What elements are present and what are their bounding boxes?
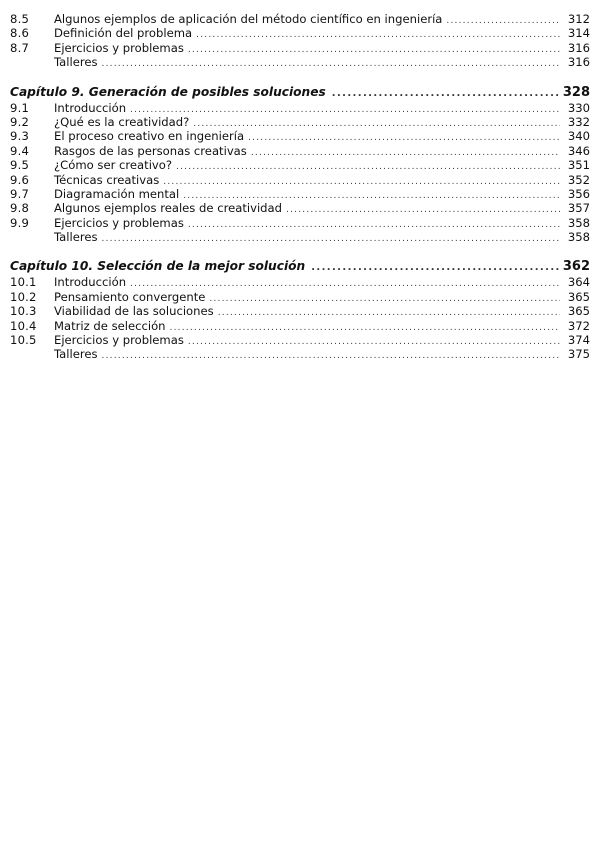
chapter-page: 328: [562, 84, 590, 100]
entry-title: Diagramación mental: [54, 186, 180, 201]
toc-entry: [10, 347, 590, 361]
dot-leader: [130, 103, 560, 117]
toc-entry: [10, 12, 590, 26]
entry-title: Rasgos de las personas creativas: [54, 143, 247, 158]
entry-title: Ejercicios y problemas: [54, 40, 184, 55]
toc-entry: [10, 129, 590, 143]
entry-number: 9.3: [10, 129, 30, 144]
dot-leader: [209, 292, 560, 306]
entry-number: 9.8: [10, 201, 30, 216]
dot-leader: [311, 259, 559, 277]
entry-title: Algunos ejemplos reales de creatividad: [54, 201, 283, 216]
toc-entry: [10, 158, 590, 172]
entry-title: Técnicas creativas: [54, 172, 160, 187]
dot-leader: [188, 43, 560, 57]
entry-number: 10.3: [10, 304, 37, 319]
entry-number: 8.6: [10, 26, 30, 41]
entry-page: 316: [567, 40, 590, 55]
dot-leader: [218, 306, 560, 320]
dot-leader: [176, 160, 560, 174]
entry-page: 330: [567, 100, 590, 115]
entry-number: 9.4: [10, 143, 30, 158]
entry-page: 357: [567, 201, 590, 216]
chapter-heading: [10, 83, 590, 101]
toc-entry: [10, 304, 590, 318]
dot-leader: [196, 28, 560, 42]
entry-page: 352: [567, 172, 590, 187]
dot-leader: [102, 57, 560, 71]
entry-title: El proceso creativo en ingeniería: [54, 129, 245, 144]
entry-number: 10.1: [10, 275, 37, 290]
entry-title: Talleres: [54, 230, 98, 245]
entry-page: 375: [567, 347, 590, 362]
entry-title: Introducción: [54, 275, 127, 290]
dot-leader: [188, 335, 560, 349]
entry-title: Viabilidad de las soluciones: [54, 304, 214, 319]
entry-page: 314: [567, 26, 590, 41]
entry-page: 346: [567, 143, 590, 158]
entry-page: 365: [567, 304, 590, 319]
entry-page: 312: [567, 12, 590, 26]
toc-entry: [10, 216, 590, 230]
entry-page: 332: [567, 114, 590, 129]
toc-entry: [10, 41, 590, 55]
entry-number: 9.9: [10, 215, 30, 230]
dot-leader: [446, 14, 560, 28]
entry-title: Talleres: [54, 55, 98, 70]
entry-page: 351: [567, 158, 590, 173]
toc-entry: [10, 173, 590, 187]
dot-leader: [193, 117, 560, 131]
toc-entry: [10, 115, 590, 129]
entry-number: 8.5: [10, 12, 30, 26]
entry-page: 316: [567, 55, 590, 70]
entry-number: 10.5: [10, 333, 37, 348]
entry-number: 9.1: [10, 100, 30, 115]
toc-entry: [10, 319, 590, 333]
chapter-page: 362: [562, 259, 590, 275]
dot-leader: [251, 146, 560, 160]
toc-entry: [10, 101, 590, 115]
chapter-heading: [10, 257, 590, 275]
entry-title: Ejercicios y problemas: [54, 333, 184, 348]
toc-entry: [10, 55, 590, 69]
entry-number: 8.7: [10, 40, 30, 55]
entry-number: 9.6: [10, 172, 30, 187]
toc-entry: [10, 187, 590, 201]
table-of-contents: [10, 12, 590, 362]
entry-title: Definición del problema: [54, 26, 193, 41]
dot-leader: [286, 203, 560, 217]
dot-leader: [102, 349, 560, 363]
entry-page: 358: [567, 230, 590, 245]
toc-entry: [10, 26, 590, 40]
entry-page: 358: [567, 215, 590, 230]
entry-title: Ejercicios y problemas: [54, 215, 184, 230]
chapter-title: Capítulo 10. Selección de la mejor solución: [10, 259, 306, 274]
entry-number: 9.5: [10, 158, 30, 173]
entry-title: ¿Qué es la creatividad?: [54, 114, 190, 129]
toc-entry: [10, 333, 590, 347]
chapter-title: Capítulo 9. Generación de posibles soluciones: [10, 84, 326, 99]
entry-page: 374: [567, 333, 590, 348]
dot-leader: [163, 175, 560, 189]
entry-page: 365: [567, 289, 590, 304]
entry-title: Algunos ejemplos de aplicación del método científico en ingeniería: [54, 12, 443, 26]
dot-leader: [188, 218, 560, 232]
entry-page: 356: [567, 186, 590, 201]
toc-entry: [10, 144, 590, 158]
entry-title: Introducción: [54, 100, 127, 115]
dot-leader: [332, 85, 559, 103]
dot-leader: [248, 131, 560, 145]
entry-page: 372: [567, 318, 590, 333]
entry-page: 364: [567, 275, 590, 290]
toc-entry: [10, 290, 590, 304]
entry-title: ¿Cómo ser creativo?: [54, 158, 173, 173]
entry-number: 9.2: [10, 114, 30, 129]
entry-page: 340: [567, 129, 590, 144]
dot-leader: [102, 232, 560, 246]
toc-entry: [10, 230, 590, 244]
entry-number: 10.4: [10, 318, 37, 333]
entry-number: 9.7: [10, 186, 30, 201]
toc-entry: [10, 275, 590, 289]
toc-entry: [10, 201, 590, 215]
entry-title: Talleres: [54, 347, 98, 362]
entry-title: Pensamiento convergente: [54, 289, 206, 304]
dot-leader: [170, 321, 560, 335]
entry-number: 10.2: [10, 289, 37, 304]
entry-title: Matriz de selección: [54, 318, 166, 333]
